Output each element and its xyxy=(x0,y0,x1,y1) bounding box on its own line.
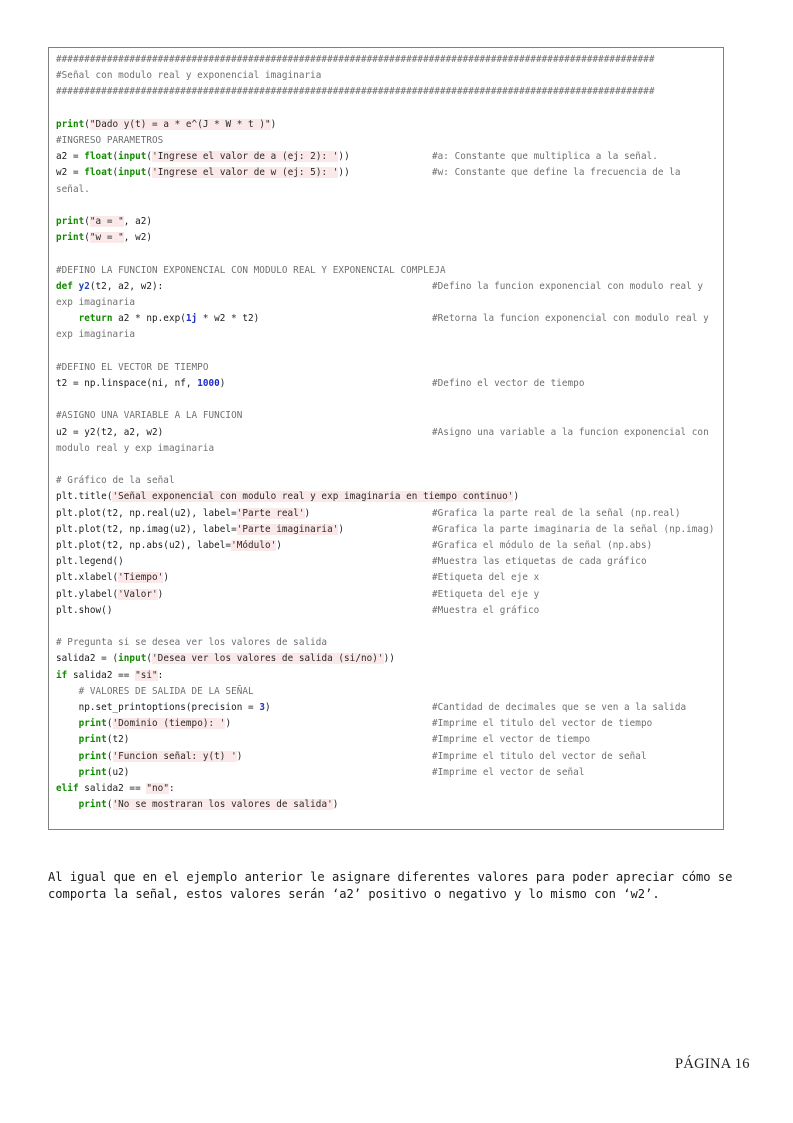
code-token xyxy=(56,734,79,745)
body-paragraph: Al igual que en el ejemplo anterior le asignare diferentes valores para poder apreciar cómo se comporta la señal, estos valores serán ‘a2’ positivo o negativo y lo mismo con ‘w2’. xyxy=(48,870,733,902)
code-token: 'Tiempo' xyxy=(118,572,164,584)
code-token: modulo real y exp imaginaria xyxy=(56,442,215,454)
code-token: return xyxy=(78,313,113,325)
code-line xyxy=(56,263,446,279)
code-token: : xyxy=(157,669,164,681)
code-token xyxy=(56,313,79,324)
code-token: (t2) xyxy=(106,734,130,746)
code-token: señal. xyxy=(56,183,90,195)
code-line xyxy=(56,311,709,327)
code-line xyxy=(56,603,540,619)
code-token: y2 xyxy=(78,280,90,292)
code-token: )) xyxy=(338,151,350,163)
code-token: 1000 xyxy=(197,378,220,389)
inline-comment: #Etiqueta del eje y xyxy=(432,588,540,600)
code-token: elif xyxy=(56,783,79,794)
code-token: print xyxy=(78,799,107,811)
code-line xyxy=(56,635,327,651)
code-token: 'Dominio (tiempo): ' xyxy=(112,718,226,730)
code-token: ) xyxy=(219,378,226,389)
code-token: plt.ylabel( xyxy=(56,588,119,600)
code-token: "Dado y(t) = a * e^(J * W * t )" xyxy=(89,118,271,130)
code-token: ) xyxy=(163,572,169,584)
code-token: #DEFINO EL VECTOR DE TIEMPO xyxy=(56,361,209,373)
code-token: , w2) xyxy=(123,232,153,244)
code-token: 'Módulo' xyxy=(231,540,277,551)
code-line xyxy=(56,441,214,457)
code-token: u2 = y2(t2, a2, w2) xyxy=(56,426,164,438)
code-token: plt.xlabel( xyxy=(56,572,119,584)
inline-comment: #Defino la funcion exponencial con modulo real y xyxy=(432,280,704,292)
code-token: ( xyxy=(146,151,153,163)
code-token: ( xyxy=(146,167,153,179)
code-token: "w = " xyxy=(89,232,124,244)
code-token: "no" xyxy=(146,783,169,794)
inline-comment: #Imprime el titulo del vector de señal xyxy=(432,750,647,762)
code-line xyxy=(56,425,709,441)
code-token: 3 xyxy=(259,702,265,713)
code-token: (t2, a2, w2): xyxy=(89,280,164,292)
code-token: plt.title( xyxy=(56,491,113,503)
code-token: ) xyxy=(157,588,164,600)
code-line xyxy=(56,749,647,765)
code-token: print xyxy=(56,232,85,244)
code-token: input xyxy=(118,151,147,163)
code-line xyxy=(56,52,655,68)
code-token: salida2 == xyxy=(67,669,136,681)
code-token: (u2) xyxy=(106,766,130,778)
code-line xyxy=(56,327,135,343)
code-line xyxy=(56,506,681,522)
code-token: 'Desea ver los valores de salida (si/no)' xyxy=(152,653,384,665)
inline-comment: #a: Constante que multiplica a la señal. xyxy=(432,151,658,163)
code-token: ) xyxy=(264,702,271,713)
code-token: 'Funcion señal: y(t) ' xyxy=(112,750,237,762)
inline-comment: #Defino el vector de tiempo xyxy=(432,378,585,389)
code-line xyxy=(56,522,715,538)
code-token: 'Señal exponencial con modulo real y exp imaginaria en tiempo continuo' xyxy=(112,491,514,503)
code-token xyxy=(56,751,79,762)
code-token: plt.legend() xyxy=(56,556,124,568)
code-token: 'Parte real' xyxy=(236,507,305,519)
code-line xyxy=(56,214,152,230)
code-token: w2 = xyxy=(56,167,85,179)
inline-comment: #Etiqueta del eje x xyxy=(432,572,540,584)
code-line xyxy=(56,700,687,716)
code-token: ) xyxy=(513,491,520,503)
code-token: "si" xyxy=(135,669,158,681)
code-token: #ASIGNO UNA VARIABLE A LA FUNCION xyxy=(56,410,243,422)
inline-comment: #Grafica la parte real de la señal (np.real) xyxy=(432,507,681,519)
code-token: )) xyxy=(383,653,395,665)
code-token: ( xyxy=(106,750,113,762)
code-token xyxy=(56,767,79,778)
code-token: 1j xyxy=(185,313,198,325)
code-token: plt.plot(t2, np.abs(u2), label= xyxy=(56,540,232,551)
code-token: ) xyxy=(304,507,311,519)
code-line xyxy=(56,716,653,732)
code-token: ( xyxy=(84,216,90,227)
code-line xyxy=(56,538,653,554)
code-token: ) xyxy=(338,523,345,535)
code-token: ( xyxy=(112,167,119,179)
code-token: plt.show() xyxy=(56,604,113,616)
code-token: )) xyxy=(338,167,350,179)
code-token: ) xyxy=(332,799,339,811)
code-token: def xyxy=(56,280,79,292)
inline-comment: #Grafica la parte imaginaria de la señal (np.imag) xyxy=(432,523,715,535)
code-token: , a2) xyxy=(123,216,153,227)
inline-comment: #Retorna la funcion exponencial con modulo real y xyxy=(432,313,709,325)
code-token: salida2 == xyxy=(78,783,147,794)
code-token: #DEFINO LA FUNCION EXPONENCIAL CON MODULO REAL Y EXPONENCIAL COMPLEJA xyxy=(56,264,446,276)
code-token: if xyxy=(56,669,68,681)
code-token: 'No se mostraran los valores de salida' xyxy=(112,799,333,811)
code-token: 'Ingrese el valor de a (ej: 2): ' xyxy=(152,151,339,163)
code-token: print xyxy=(78,750,107,762)
code-token: : xyxy=(168,783,175,794)
code-token: print xyxy=(78,734,107,746)
code-token: # VALORES DE SALIDA DE LA SEÑAL xyxy=(56,685,254,697)
code-line xyxy=(56,554,647,570)
code-token: ( xyxy=(106,718,113,730)
inline-comment: #Asigno una variable a la funcion exponencial con xyxy=(432,426,709,438)
code-line xyxy=(56,84,655,100)
code-line xyxy=(56,732,591,748)
code-line xyxy=(56,165,681,181)
code-token: ########################################################################################################## xyxy=(56,54,655,65)
code-token: ) xyxy=(225,718,232,730)
code-line xyxy=(56,684,254,700)
page-number: PÁGINA 16 xyxy=(675,1056,750,1072)
code-line xyxy=(56,489,519,505)
code-line xyxy=(56,117,276,133)
code-token: ) xyxy=(270,118,277,130)
code-line xyxy=(56,230,152,246)
code-token: # Gráfico de la señal xyxy=(56,475,175,487)
code-line xyxy=(56,781,175,797)
inline-comment: #Grafica el módulo de la señal (np.abs) xyxy=(432,540,653,551)
code-token: float xyxy=(84,167,113,179)
code-token: # Pregunta si se desea ver los valores de salida xyxy=(56,637,328,649)
code-token: plt.plot(t2, np.imag(u2), label= xyxy=(56,523,237,535)
code-token: input xyxy=(118,167,147,179)
code-token: print xyxy=(56,216,85,227)
code-token: ) xyxy=(276,540,282,551)
code-token: 'Parte imaginaria' xyxy=(236,523,339,535)
code-token: exp imaginaria xyxy=(56,297,136,308)
code-line xyxy=(56,149,658,165)
code-token: "a = " xyxy=(89,216,124,227)
code-token: salida2 = ( xyxy=(56,653,119,665)
code-line xyxy=(56,570,540,586)
code-token: ########################################################################################################## xyxy=(56,86,655,98)
code-line xyxy=(56,279,704,295)
code-line xyxy=(56,668,163,684)
code-token: input xyxy=(118,653,147,665)
inline-comment: #Imprime el vector de señal xyxy=(432,766,585,778)
code-line xyxy=(56,360,208,376)
code-token: print xyxy=(78,718,107,730)
code-token: 'Valor' xyxy=(118,588,158,600)
code-line xyxy=(56,295,135,311)
inline-comment: #Cantidad de decimales que se ven a la salida xyxy=(432,702,687,713)
code-line xyxy=(56,765,585,781)
code-token: ) xyxy=(236,750,243,762)
code-token: a2 = xyxy=(56,151,85,163)
code-token: exp imaginaria xyxy=(56,329,136,341)
code-token: ( xyxy=(84,118,90,130)
inline-comment: #Muestra las etiquetas de cada gráfico xyxy=(432,556,647,568)
code-line xyxy=(56,651,395,667)
code-token: print xyxy=(78,766,107,778)
code-line xyxy=(56,408,242,424)
code-token: plt.plot(t2, np.real(u2), label= xyxy=(56,507,237,519)
code-line xyxy=(56,68,321,84)
code-block xyxy=(48,47,724,830)
inline-comment: #Imprime el titulo del vector de tiempo xyxy=(432,718,653,730)
code-token: #Señal con modulo real y exponencial imaginaria xyxy=(56,70,322,82)
code-token: * w2 * t2) xyxy=(197,313,260,325)
code-token: float xyxy=(84,151,113,163)
code-line xyxy=(56,587,540,603)
code-token: ( xyxy=(84,232,90,244)
code-token: 'Ingrese el valor de w (ej: 5): ' xyxy=(152,167,339,179)
inline-comment: #Imprime el vector de tiempo xyxy=(432,734,591,746)
code-token: print xyxy=(56,118,85,130)
inline-comment: #w: Constante que define la frecuencia de la xyxy=(432,167,681,179)
code-line xyxy=(56,182,90,198)
inline-comment: #Muestra el gráfico xyxy=(432,604,540,616)
code-token xyxy=(56,718,79,729)
code-token: ( xyxy=(106,799,113,811)
code-token: #INGRESO PARAMETROS xyxy=(56,135,164,146)
code-token: t2 = np.linspace(ni, nf, xyxy=(56,378,198,389)
code-token xyxy=(56,799,79,810)
code-token: a2 * np.exp( xyxy=(112,313,186,325)
code-token: ( xyxy=(112,151,119,163)
code-line xyxy=(56,376,585,392)
code-line xyxy=(56,133,163,149)
code-line xyxy=(56,473,175,489)
code-token: np.set_printoptions(precision = xyxy=(56,702,260,713)
code-token: ( xyxy=(146,653,153,665)
code-line xyxy=(56,797,338,813)
